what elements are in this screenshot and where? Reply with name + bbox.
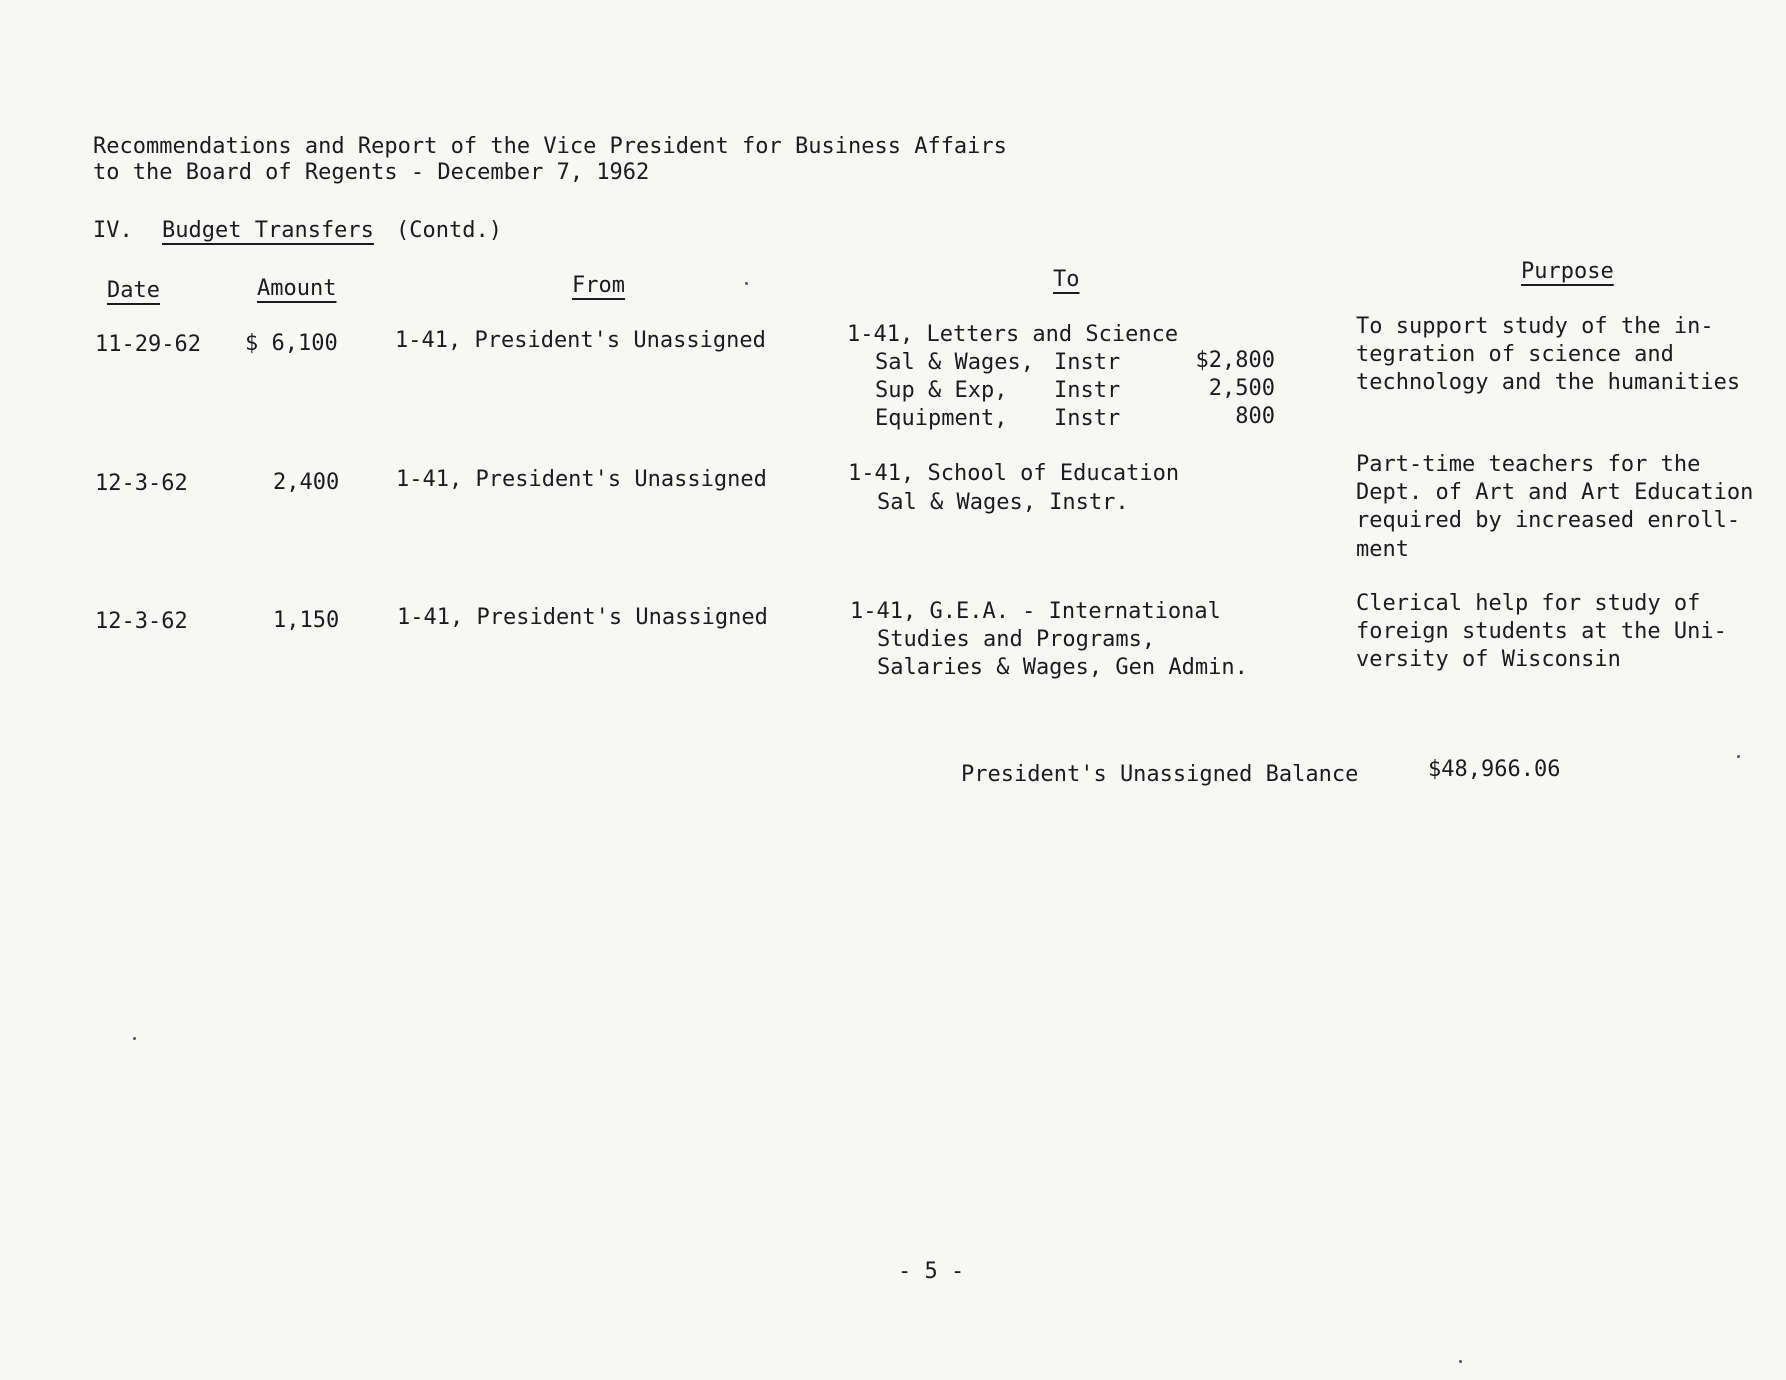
to-line-label: Sup & Exp,	[875, 378, 1008, 403]
row-date: 11-29-62	[95, 332, 201, 357]
row-to-head: 1-41, G.E.A. - International	[850, 599, 1221, 624]
report-title-line2: to the Board of Regents - December 7, 1962	[93, 160, 650, 185]
to-line-type: Instr	[1054, 378, 1121, 403]
scan-speck	[1737, 755, 1740, 758]
row-purpose-line: Dept. of Art and Art Education	[1356, 480, 1754, 505]
row-from: 1-41, President's Unassigned	[396, 467, 767, 492]
row-purpose-line: Clerical help for study of	[1356, 591, 1701, 616]
row-purpose-line: required by increased enroll-	[1356, 508, 1741, 533]
scan-speck	[133, 1037, 136, 1040]
report-title-line1: Recommendations and Report of the Vice President for Business Affairs	[93, 134, 1007, 159]
balance-label: President's Unassigned Balance	[961, 762, 1359, 787]
row-purpose-line: To support study of the in-	[1356, 314, 1714, 339]
column-header-amount: Amount	[257, 276, 337, 301]
row-purpose-line: Part-time teachers for the	[1356, 452, 1701, 477]
row-date: 12-3-62	[95, 609, 188, 634]
row-purpose-line: technology and the humanities	[1356, 370, 1741, 395]
row-amount: 2,400	[273, 470, 340, 495]
section-number: IV.	[93, 218, 133, 243]
row-amount: 1,150	[273, 608, 340, 633]
column-header-to: To	[1053, 267, 1080, 292]
to-line-value: 2,500	[1208, 376, 1275, 401]
to-line-value: 800	[1235, 404, 1275, 429]
row-purpose-line: foreign students at the Uni-	[1356, 619, 1727, 644]
column-header-date: Date	[107, 278, 160, 303]
row-date: 12-3-62	[95, 471, 188, 496]
row-to-head: 1-41, School of Education	[848, 461, 1180, 486]
row-to-sub: Studies and Programs,	[877, 627, 1156, 652]
scan-speck	[1459, 1360, 1462, 1363]
balance-value: $48,966.06	[1428, 757, 1561, 782]
row-purpose-line: ment	[1356, 537, 1409, 562]
row-purpose-line: versity of Wisconsin	[1356, 647, 1621, 672]
to-line-label: Sal & Wages,	[875, 350, 1034, 375]
row-to-sub: Salaries & Wages, Gen Admin.	[877, 655, 1248, 680]
section-suffix: (Contd.)	[396, 218, 502, 243]
column-header-from: From	[572, 273, 625, 298]
row-to-head: 1-41, Letters and Science	[847, 322, 1179, 347]
row-purpose-line: tegration of science and	[1356, 342, 1674, 367]
column-header-purpose: Purpose	[1521, 259, 1614, 284]
to-line-value: $2,800	[1195, 348, 1275, 373]
row-amount: $ 6,100	[245, 331, 338, 356]
row-from: 1-41, President's Unassigned	[397, 605, 768, 630]
to-line-label: Equipment,	[875, 406, 1008, 431]
page-number: - 5 -	[898, 1259, 965, 1284]
row-from: 1-41, President's Unassigned	[395, 328, 766, 353]
row-to-sub: Sal & Wages, Instr.	[877, 490, 1129, 515]
section-title: Budget Transfers	[162, 218, 374, 243]
to-line-type: Instr	[1054, 350, 1121, 375]
to-line-type: Instr	[1054, 406, 1121, 431]
scan-speck	[745, 282, 748, 285]
